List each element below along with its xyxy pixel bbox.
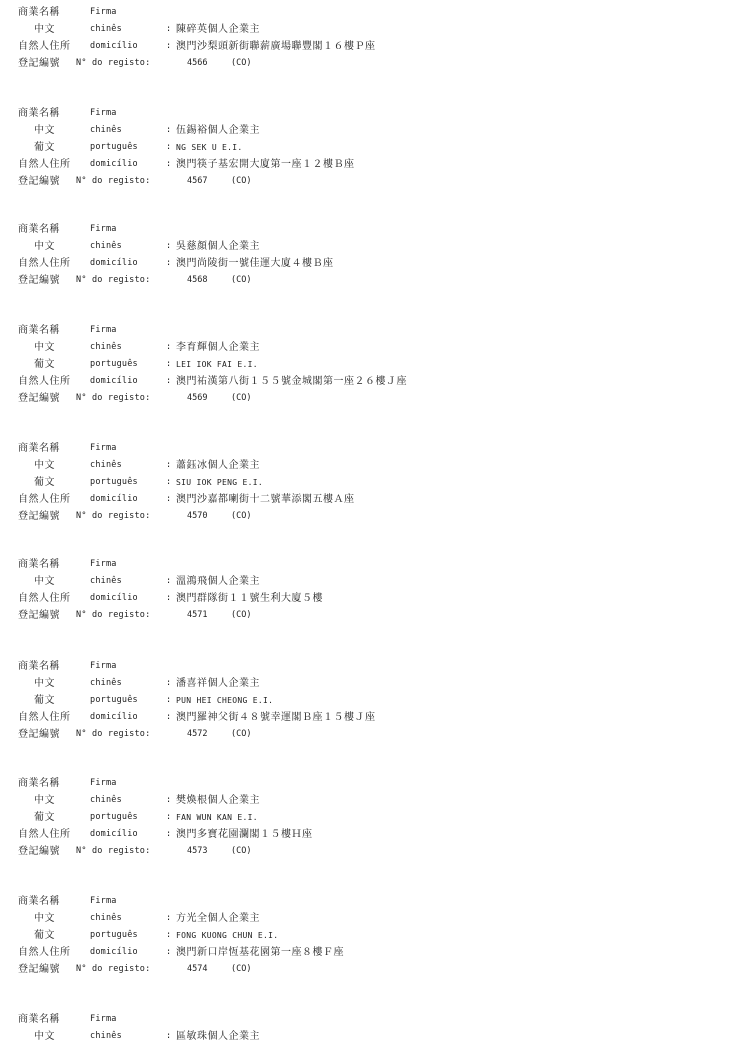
domicile-label-cn: 自然人住所 [18,829,71,840]
domicile-value: 澳門沙梨頭新街聯薪廣場聯豐閣１６樓Ｐ座 [176,41,376,52]
domicile-label-cn: 自然人住所 [18,159,71,170]
colon: : [166,712,172,722]
chinese-name-value: 陳碎英個人企業主 [176,24,260,35]
chinese-label-pt: chinês [90,241,122,251]
portuguese-label-pt: português [90,477,138,487]
chinese-label-cn: 中文 [34,342,55,353]
portuguese-label-cn: 葡文 [34,695,55,706]
firm-label-pt: Firma [90,559,117,569]
registration-label-pt: N° do registo: [76,846,151,856]
domicile-value: 澳門多寶花園瀾閣１５樓Ｈ座 [176,829,313,840]
registration-suffix: (CO) [231,610,252,620]
portuguese-name-value: SIU IOK PENG E.I. [176,478,263,487]
chinese-name-value: 區敏珠個人企業主 [176,1031,260,1042]
colon: : [166,829,172,839]
firm-label-cn: 商業名稱 [18,559,60,570]
registration-label-pt: N° do registo: [76,729,151,739]
colon: : [166,142,172,152]
portuguese-label-pt: português [90,930,138,940]
portuguese-label-cn: 葡文 [34,359,55,370]
colon: : [166,258,172,268]
registration-number: 4570 [187,511,208,521]
chinese-name-value: 李育輝個人企業主 [176,342,260,353]
chinese-label-cn: 中文 [34,913,55,924]
domicile-label-pt: domicílio [90,947,138,957]
firm-label-cn: 商業名稱 [18,661,60,672]
registration-label-pt: N° do registo: [76,511,151,521]
firm-label-cn: 商業名稱 [18,778,60,789]
portuguese-name-value: NG SEK U E.I. [176,143,243,152]
portuguese-label-pt: português [90,142,138,152]
portuguese-label-cn: 葡文 [34,477,55,488]
colon: : [166,342,172,352]
chinese-label-pt: chinês [90,913,122,923]
portuguese-name-value: LEI IOK FAI E.I. [176,360,258,369]
registration-suffix: (CO) [231,729,252,739]
firm-label-pt: Firma [90,224,117,234]
registration-label-pt: N° do registo: [76,964,151,974]
domicile-label-pt: domicílio [90,159,138,169]
registration-number: 4568 [187,275,208,285]
colon: : [166,359,172,369]
colon: : [166,678,172,688]
firm-label-cn: 商業名稱 [18,896,60,907]
domicile-value: 澳門羅神父街４８號幸運閣Ｂ座１５樓Ｊ座 [176,712,376,723]
registration-suffix: (CO) [231,964,252,974]
registration-label-cn: 登記編號 [18,964,60,975]
colon: : [166,930,172,940]
chinese-name-value: 潘喜祥個人企業主 [176,678,260,689]
registration-label-pt: N° do registo: [76,393,151,403]
chinese-name-value: 溫鴻飛個人企業主 [176,576,260,587]
registration-number: 4573 [187,846,208,856]
colon: : [166,947,172,957]
chinese-label-pt: chinês [90,795,122,805]
chinese-label-pt: chinês [90,1031,122,1041]
chinese-label-cn: 中文 [34,24,55,35]
registration-label-cn: 登記編號 [18,511,60,522]
firm-label-cn: 商業名稱 [18,108,60,119]
domicile-label-pt: domicílio [90,41,138,51]
domicile-label-pt: domicílio [90,494,138,504]
firm-label-pt: Firma [90,896,117,906]
chinese-name-value: 方光全個人企業主 [176,913,260,924]
chinese-label-cn: 中文 [34,241,55,252]
portuguese-name-value: FAN WUN KAN E.I. [176,813,258,822]
colon: : [166,913,172,923]
portuguese-label-cn: 葡文 [34,930,55,941]
chinese-label-pt: chinês [90,24,122,34]
domicile-label-pt: domicílio [90,376,138,386]
colon: : [166,376,172,386]
domicile-label-cn: 自然人住所 [18,258,71,269]
registration-label-cn: 登記編號 [18,275,60,286]
firm-label-cn: 商業名稱 [18,224,60,235]
portuguese-label-pt: português [90,359,138,369]
firm-label-cn: 商業名稱 [18,443,60,454]
chinese-label-cn: 中文 [34,1031,55,1042]
chinese-label-pt: chinês [90,678,122,688]
portuguese-label-pt: português [90,695,138,705]
domicile-label-pt: domicílio [90,712,138,722]
chinese-label-pt: chinês [90,125,122,135]
chinese-label-pt: chinês [90,342,122,352]
colon: : [166,241,172,251]
registration-label-pt: N° do registo: [76,610,151,620]
domicile-label-pt: domicílio [90,593,138,603]
registration-suffix: (CO) [231,393,252,403]
registration-label-cn: 登記編號 [18,846,60,857]
domicile-label-pt: domicílio [90,258,138,268]
colon: : [166,494,172,504]
registration-label-pt: N° do registo: [76,58,151,68]
chinese-label-pt: chinês [90,576,122,586]
domicile-label-cn: 自然人住所 [18,494,71,505]
registration-number: 4569 [187,393,208,403]
portuguese-label-pt: português [90,812,138,822]
registration-label-cn: 登記編號 [18,610,60,621]
registration-number: 4567 [187,176,208,186]
registration-label-cn: 登記編號 [18,176,60,187]
chinese-name-value: 蕭鈺冰個人企業主 [176,460,260,471]
colon: : [166,1031,172,1041]
firm-label-pt: Firma [90,108,117,118]
chinese-label-pt: chinês [90,460,122,470]
chinese-label-cn: 中文 [34,678,55,689]
registration-suffix: (CO) [231,58,252,68]
chinese-name-value: 伍錫裕個人企業主 [176,125,260,136]
firm-label-pt: Firma [90,1014,117,1024]
domicile-label-cn: 自然人住所 [18,947,71,958]
colon: : [166,593,172,603]
colon: : [166,24,172,34]
registration-suffix: (CO) [231,511,252,521]
domicile-value: 澳門尚陵街一號佳運大廈４樓Ｂ座 [176,258,334,269]
portuguese-label-cn: 葡文 [34,142,55,153]
firm-label-cn: 商業名稱 [18,325,60,336]
registration-suffix: (CO) [231,846,252,856]
firm-label-cn: 商業名稱 [18,1014,60,1025]
registration-label-pt: N° do registo: [76,275,151,285]
registration-number: 4574 [187,964,208,974]
domicile-label-cn: 自然人住所 [18,41,71,52]
chinese-label-cn: 中文 [34,125,55,136]
registration-suffix: (CO) [231,275,252,285]
domicile-value: 澳門群隊街１１號生利大廈５樓 [176,593,323,604]
domicile-value: 澳門筷子基宏開大廈第一座１２樓Ｂ座 [176,159,355,170]
registration-label-cn: 登記編號 [18,393,60,404]
registration-number: 4566 [187,58,208,68]
colon: : [166,159,172,169]
chinese-label-cn: 中文 [34,795,55,806]
registration-label-cn: 登記編號 [18,58,60,69]
domicile-value: 澳門新口岸恆基花園第一座８樓Ｆ座 [176,947,344,958]
chinese-name-value: 吳慈顏個人企業主 [176,241,260,252]
colon: : [166,812,172,822]
firm-label-pt: Firma [90,778,117,788]
registration-label-pt: N° do registo: [76,176,151,186]
firm-label-pt: Firma [90,7,117,17]
domicile-label-cn: 自然人住所 [18,712,71,723]
colon: : [166,795,172,805]
chinese-label-cn: 中文 [34,576,55,587]
portuguese-name-value: PUN HEI CHEONG E.I. [176,696,274,705]
registration-number: 4571 [187,610,208,620]
portuguese-name-value: FONG KUONG CHUN E.I. [176,931,279,940]
domicile-label-pt: domicílio [90,829,138,839]
colon: : [166,477,172,487]
registration-label-cn: 登記編號 [18,729,60,740]
domicile-value: 澳門祐漢第八街１５５號金城閣第一座２６樓Ｊ座 [176,376,407,387]
firm-label-cn: 商業名稱 [18,7,60,18]
firm-label-pt: Firma [90,443,117,453]
firm-label-pt: Firma [90,325,117,335]
registration-number: 4572 [187,729,208,739]
colon: : [166,460,172,470]
portuguese-label-cn: 葡文 [34,812,55,823]
chinese-name-value: 樊煥根個人企業主 [176,795,260,806]
chinese-label-cn: 中文 [34,460,55,471]
domicile-label-cn: 自然人住所 [18,376,71,387]
domicile-label-cn: 自然人住所 [18,593,71,604]
colon: : [166,125,172,135]
firm-label-pt: Firma [90,661,117,671]
colon: : [166,41,172,51]
domicile-value: 澳門沙嘉都喇街十二號華添閣五樓Ａ座 [176,494,355,505]
colon: : [166,695,172,705]
registration-suffix: (CO) [231,176,252,186]
colon: : [166,576,172,586]
